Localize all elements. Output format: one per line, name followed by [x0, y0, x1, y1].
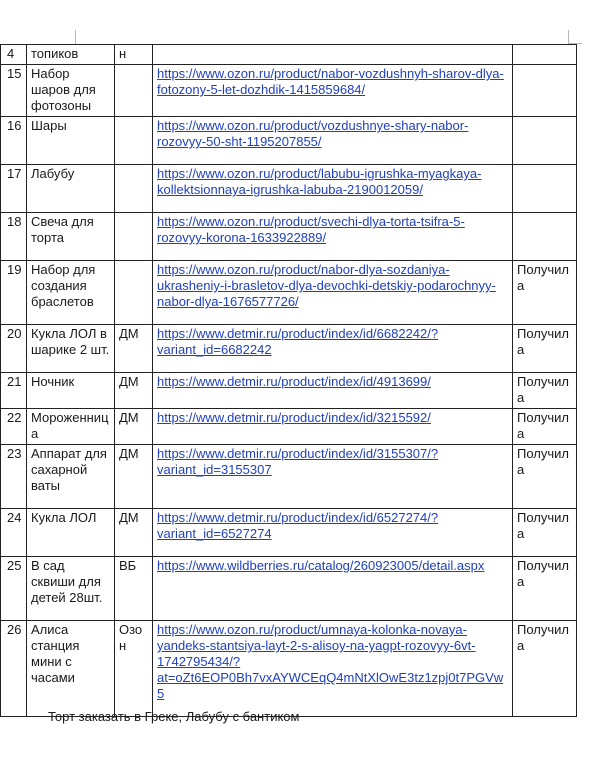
table-row [1, 325, 577, 373]
table-row [1, 409, 577, 445]
store-name-cell [115, 261, 153, 325]
item-name-cell: Кукла ЛОЛ [27, 509, 115, 557]
table-row [1, 373, 577, 409]
row-number-cell: 18 [1, 213, 27, 261]
product-link[interactable]: https://www.detmir.ru/product/index/id/6682242/?variant_id=6682242 [157, 326, 439, 357]
status-cell-cell: Получила [513, 621, 577, 717]
shopping-table [0, 44, 577, 717]
row-number-cell: 23 [1, 445, 27, 509]
item-name-cell: Шары [27, 117, 115, 165]
store-name-cell [115, 213, 153, 261]
product-link[interactable]: https://www.ozon.ru/product/umnaya-kolonka-novaya-yandeks-stantsiya-layt-2-s-alisoy-na-yagpt-rozovyy-6vt-1742795434/?at=oZt6EOP0Bh7vxAYWCEqQ4mNtXlOwE3tz1zpj0t7PGVw5 [157, 622, 504, 701]
product-link-cell [153, 373, 513, 409]
row-number-cell: 26 [1, 621, 27, 717]
crop-mark-top-left [75, 30, 76, 44]
status-cell-cell: Получила [513, 325, 577, 373]
row-number-cell: 20 [1, 325, 27, 373]
item-name-cell: Аппарат для сахарной ваты [27, 445, 115, 509]
store-name-cell [115, 117, 153, 165]
item-name-cell: Кукла ЛОЛ в шарике 2 шт. [27, 325, 115, 373]
item-name-cell: Лабубу [27, 165, 115, 213]
row-number-cell: 16 [1, 117, 27, 165]
store-name-cell: Озон [115, 621, 153, 717]
product-link[interactable]: https://www.detmir.ru/product/index/id/3155307/?variant_id=3155307 [157, 446, 439, 477]
row-number-cell: 17 [1, 165, 27, 213]
product-link[interactable]: https://www.ozon.ru/product/nabor-vozdushnyh-sharov-dlya-fotozony-5-let-dozhdik-1415859684/ [157, 66, 504, 97]
row-number-cell: 25 [1, 557, 27, 621]
store-name-cell: ДМ [115, 509, 153, 557]
item-name-cell: Алиса станция мини с часами [27, 621, 115, 717]
product-link-cell [153, 261, 513, 325]
product-link[interactable]: https://www.ozon.ru/product/vozdushnye-shary-nabor-rozovyy-50-sht-1195207855/ [157, 118, 469, 149]
status-cell-cell: Получила [513, 261, 577, 325]
status-cell-cell [513, 65, 577, 117]
status-cell-cell: Получила [513, 509, 577, 557]
product-link[interactable]: https://www.detmir.ru/product/index/id/3215592/ [157, 410, 431, 425]
product-link[interactable]: https://www.detmir.ru/product/index/id/6527274/?variant_id=6527274 [157, 510, 439, 541]
row-number-cell: 22 [1, 409, 27, 445]
store-name-cell: ДМ [115, 445, 153, 509]
product-link-cell [153, 509, 513, 557]
item-name-cell: В сад сквиши для детей 28шт. [27, 557, 115, 621]
product-link[interactable]: https://www.ozon.ru/product/labubu-igrushka-myagkaya-kollektsionnaya-igrushka-labuba-2190012059/ [157, 166, 482, 197]
item-name-cell: топиков [27, 45, 115, 65]
store-name-cell: ДМ [115, 373, 153, 409]
status-cell-cell: Получила [513, 445, 577, 509]
product-link-cell [153, 213, 513, 261]
row-number-cell: 24 [1, 509, 27, 557]
footer-note: Торт заказать в Греке, Лабубу с бантиком [48, 709, 300, 724]
product-link[interactable]: https://www.detmir.ru/product/index/id/4913699/ [157, 374, 431, 389]
table-row [1, 213, 577, 261]
row-number-cell: 21 [1, 373, 27, 409]
status-cell-cell [513, 117, 577, 165]
status-cell-cell [513, 213, 577, 261]
store-name-cell: ДМ [115, 409, 153, 445]
store-name-cell: ВБ [115, 557, 153, 621]
status-cell-cell [513, 45, 577, 65]
store-name-cell [115, 165, 153, 213]
table-row [1, 45, 577, 65]
product-link-cell [153, 557, 513, 621]
table-row [1, 509, 577, 557]
product-link[interactable]: https://www.ozon.ru/product/svechi-dlya-torta-tsifra-5-rozovyy-korona-1633922889/ [157, 214, 465, 245]
table-row [1, 117, 577, 165]
store-name-cell: н [115, 45, 153, 65]
product-link-cell [153, 621, 513, 717]
item-name-cell: Ночник [27, 373, 115, 409]
row-number-cell: 4 [1, 45, 27, 65]
table-row [1, 261, 577, 325]
product-link-cell [153, 65, 513, 117]
table-row [1, 621, 577, 717]
status-cell-cell: Получила [513, 409, 577, 445]
product-link-cell [153, 409, 513, 445]
product-link[interactable]: https://www.wildberries.ru/catalog/260923005/detail.aspx [157, 558, 485, 573]
product-link-cell [153, 45, 513, 65]
status-cell-cell [513, 165, 577, 213]
product-link-cell [153, 445, 513, 509]
product-link-cell [153, 165, 513, 213]
table-row [1, 165, 577, 213]
item-name-cell: Набор шаров для фотозоны [27, 65, 115, 117]
status-cell-cell: Получила [513, 557, 577, 621]
store-name-cell: ДМ [115, 325, 153, 373]
row-number-cell: 19 [1, 261, 27, 325]
item-name-cell: Набор для создания браслетов [27, 261, 115, 325]
crop-mark-top-right [568, 30, 569, 44]
status-cell-cell: Получила [513, 373, 577, 409]
table-row [1, 557, 577, 621]
store-name-cell [115, 65, 153, 117]
product-link-cell [153, 325, 513, 373]
table-row [1, 65, 577, 117]
table-row [1, 445, 577, 509]
product-link[interactable]: https://www.ozon.ru/product/nabor-dlya-sozdaniya-ukrasheniy-i-brasletov-dlya-devochki-detskiy-podarochnyy-nabor-dlya-1676577726/ [157, 262, 496, 309]
item-name-cell: Свеча для торта [27, 213, 115, 261]
product-link-cell [153, 117, 513, 165]
row-number-cell: 15 [1, 65, 27, 117]
item-name-cell: Мороженница [27, 409, 115, 445]
